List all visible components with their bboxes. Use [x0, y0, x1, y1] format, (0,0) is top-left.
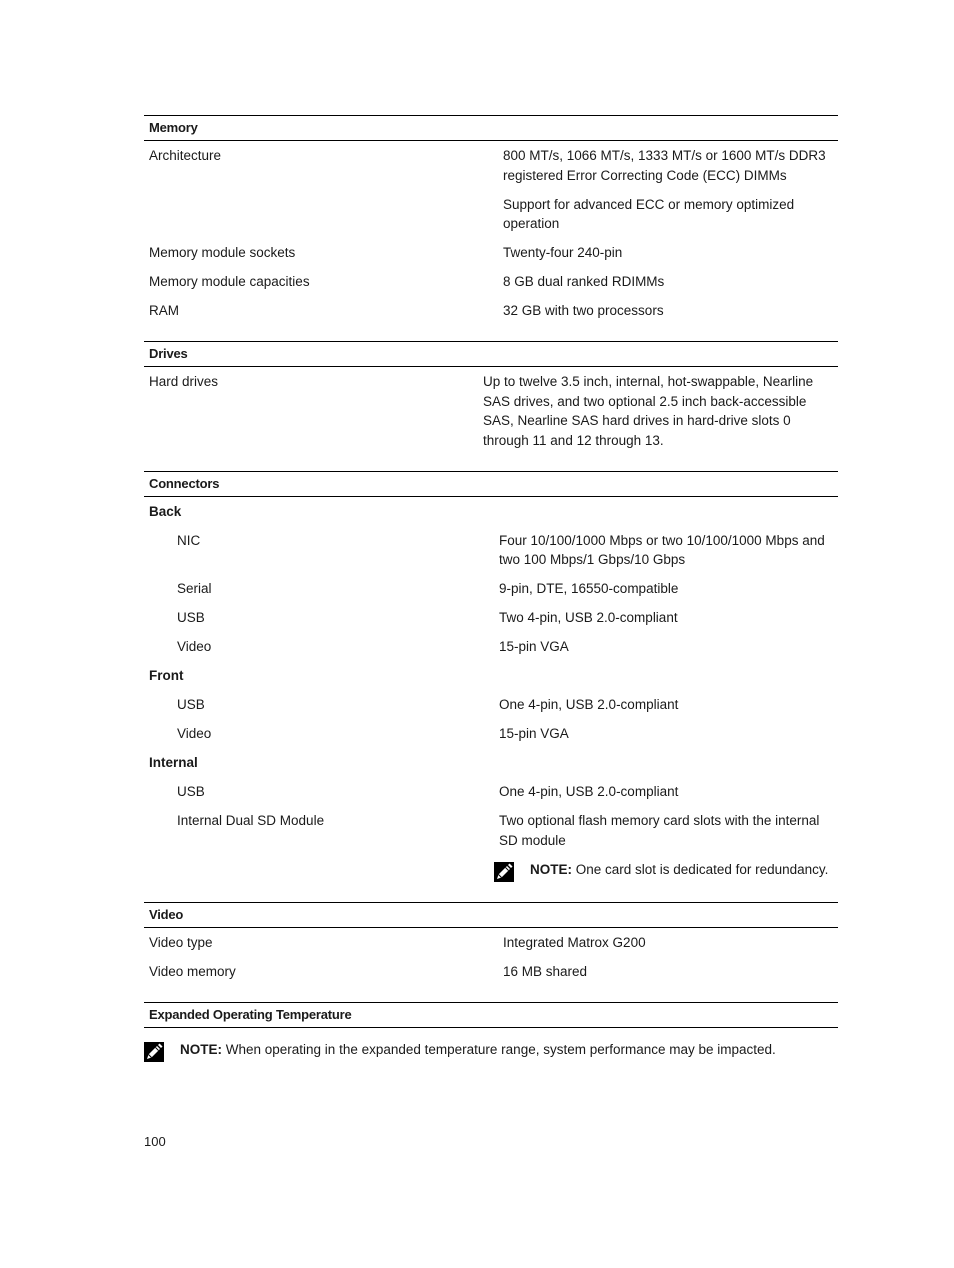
internal-subheading: Internal: [149, 755, 198, 770]
sd-module-note: [499, 860, 834, 882]
back-subheading: Back: [149, 503, 182, 519]
expanded-temp-note: [144, 1040, 776, 1062]
row-label: Video: [177, 639, 212, 654]
value-line: Integrated Matrox G200: [503, 935, 646, 950]
connector-row-usb: [144, 608, 838, 628]
row-label: RAM: [149, 303, 179, 318]
row-label: Video: [177, 726, 212, 741]
row-value: [503, 962, 838, 982]
video-heading: Video: [144, 902, 838, 928]
value-line: 32 GB with two processors: [503, 303, 664, 318]
connector-row-usb: [144, 695, 838, 715]
row-label: Video type: [149, 935, 213, 950]
row-label: Architecture: [149, 148, 222, 163]
video-row-type: [144, 933, 838, 953]
row-label: USB: [177, 610, 205, 625]
row-value: [503, 301, 838, 321]
row-value: Four 10/100/1000 Mbps or two 10/100/1000 Mbps and two 100 Mbps/1 Gbps/10 Gbps: [499, 532, 825, 567]
row-label: Memory module sockets: [149, 245, 296, 260]
row-value: [503, 933, 838, 953]
row-value: 15-pin VGA: [499, 726, 569, 741]
spec-table: [144, 115, 838, 1028]
note-label: NOTE:: [530, 861, 572, 877]
page-number: 100: [144, 1134, 166, 1149]
value-line: 8 GB dual ranked RDIMMs: [503, 274, 665, 289]
connector-row-usb: [144, 782, 838, 802]
row-label: USB: [177, 784, 205, 799]
memory-row-architecture: [144, 146, 838, 234]
row-value: [503, 272, 838, 292]
row-label: Internal Dual SD Module: [177, 813, 325, 828]
memory-section: [144, 141, 838, 341]
value-line: Twenty-four 240-pin: [503, 245, 623, 260]
memory-heading: Memory: [144, 115, 838, 141]
row-value: [503, 243, 838, 263]
connector-row-serial: [144, 579, 838, 599]
row-label: Memory module capacities: [149, 274, 310, 289]
row-value: One 4-pin, USB 2.0-compliant: [499, 784, 679, 799]
connector-row-video: [144, 637, 838, 657]
note-text: [180, 1040, 776, 1060]
row-value: One 4-pin, USB 2.0-compliant: [499, 697, 679, 712]
pencil-note-icon: [494, 862, 514, 882]
pencil-note-icon: [144, 1042, 164, 1062]
memory-row-ram: [144, 301, 838, 321]
drives-heading: Drives: [144, 341, 838, 367]
value-line: 16 MB shared: [503, 964, 588, 979]
connector-row-nic: [144, 531, 838, 570]
row-value: [499, 811, 838, 882]
connectors-section: [144, 497, 838, 903]
expanded-temp-heading: Expanded Operating Temperature: [144, 1002, 838, 1028]
connector-row-sd-module: [144, 811, 838, 882]
value-line: Support for advanced ECC or memory optimized operation: [503, 196, 795, 231]
video-row-memory: [144, 962, 838, 982]
row-value: Two 4-pin, USB 2.0-compliant: [499, 610, 678, 625]
row-label: Video memory: [149, 964, 236, 979]
video-section: [144, 928, 838, 1002]
value-line: 800 MT/s, 1066 MT/s, 1333 MT/s or 1600 MT/s DDR3 registered Error Correcting Code (ECC) DIMMs: [503, 148, 826, 183]
connector-row-video: [144, 724, 838, 744]
note-text: [530, 860, 828, 880]
front-subheading: Front: [149, 668, 184, 683]
value-line: Two optional flash memory card slots with the internal SD module: [499, 813, 820, 848]
row-label: Hard drives: [149, 374, 219, 389]
note-body: One card slot is dedicated for redundancy.: [572, 861, 829, 877]
row-label: Serial: [177, 581, 212, 596]
row-value: 9-pin, DTE, 16550-compatible: [499, 581, 679, 596]
drives-section: [144, 367, 838, 471]
memory-row-capacities: [144, 272, 838, 292]
connectors-heading: Connectors: [144, 471, 838, 497]
row-value: [483, 372, 838, 450]
value-line: Up to twelve 3.5 inch, internal, hot-swappable, Nearline SAS drives, and two optional 2.5 inch back-accessible SAS, Nearline SAS hard drives in hard-drive slots 0 through 11 and 12 through 13.: [483, 374, 814, 448]
row-label: NIC: [177, 532, 201, 548]
memory-row-sockets: [144, 243, 838, 263]
note-body: When operating in the expanded temperature range, system performance may be impacted.: [222, 1042, 776, 1057]
row-value: [503, 146, 838, 234]
drives-row-hard-drives: [144, 372, 838, 450]
note-label: NOTE:: [180, 1042, 222, 1057]
row-value: 15-pin VGA: [499, 639, 569, 654]
row-label: USB: [177, 697, 205, 712]
